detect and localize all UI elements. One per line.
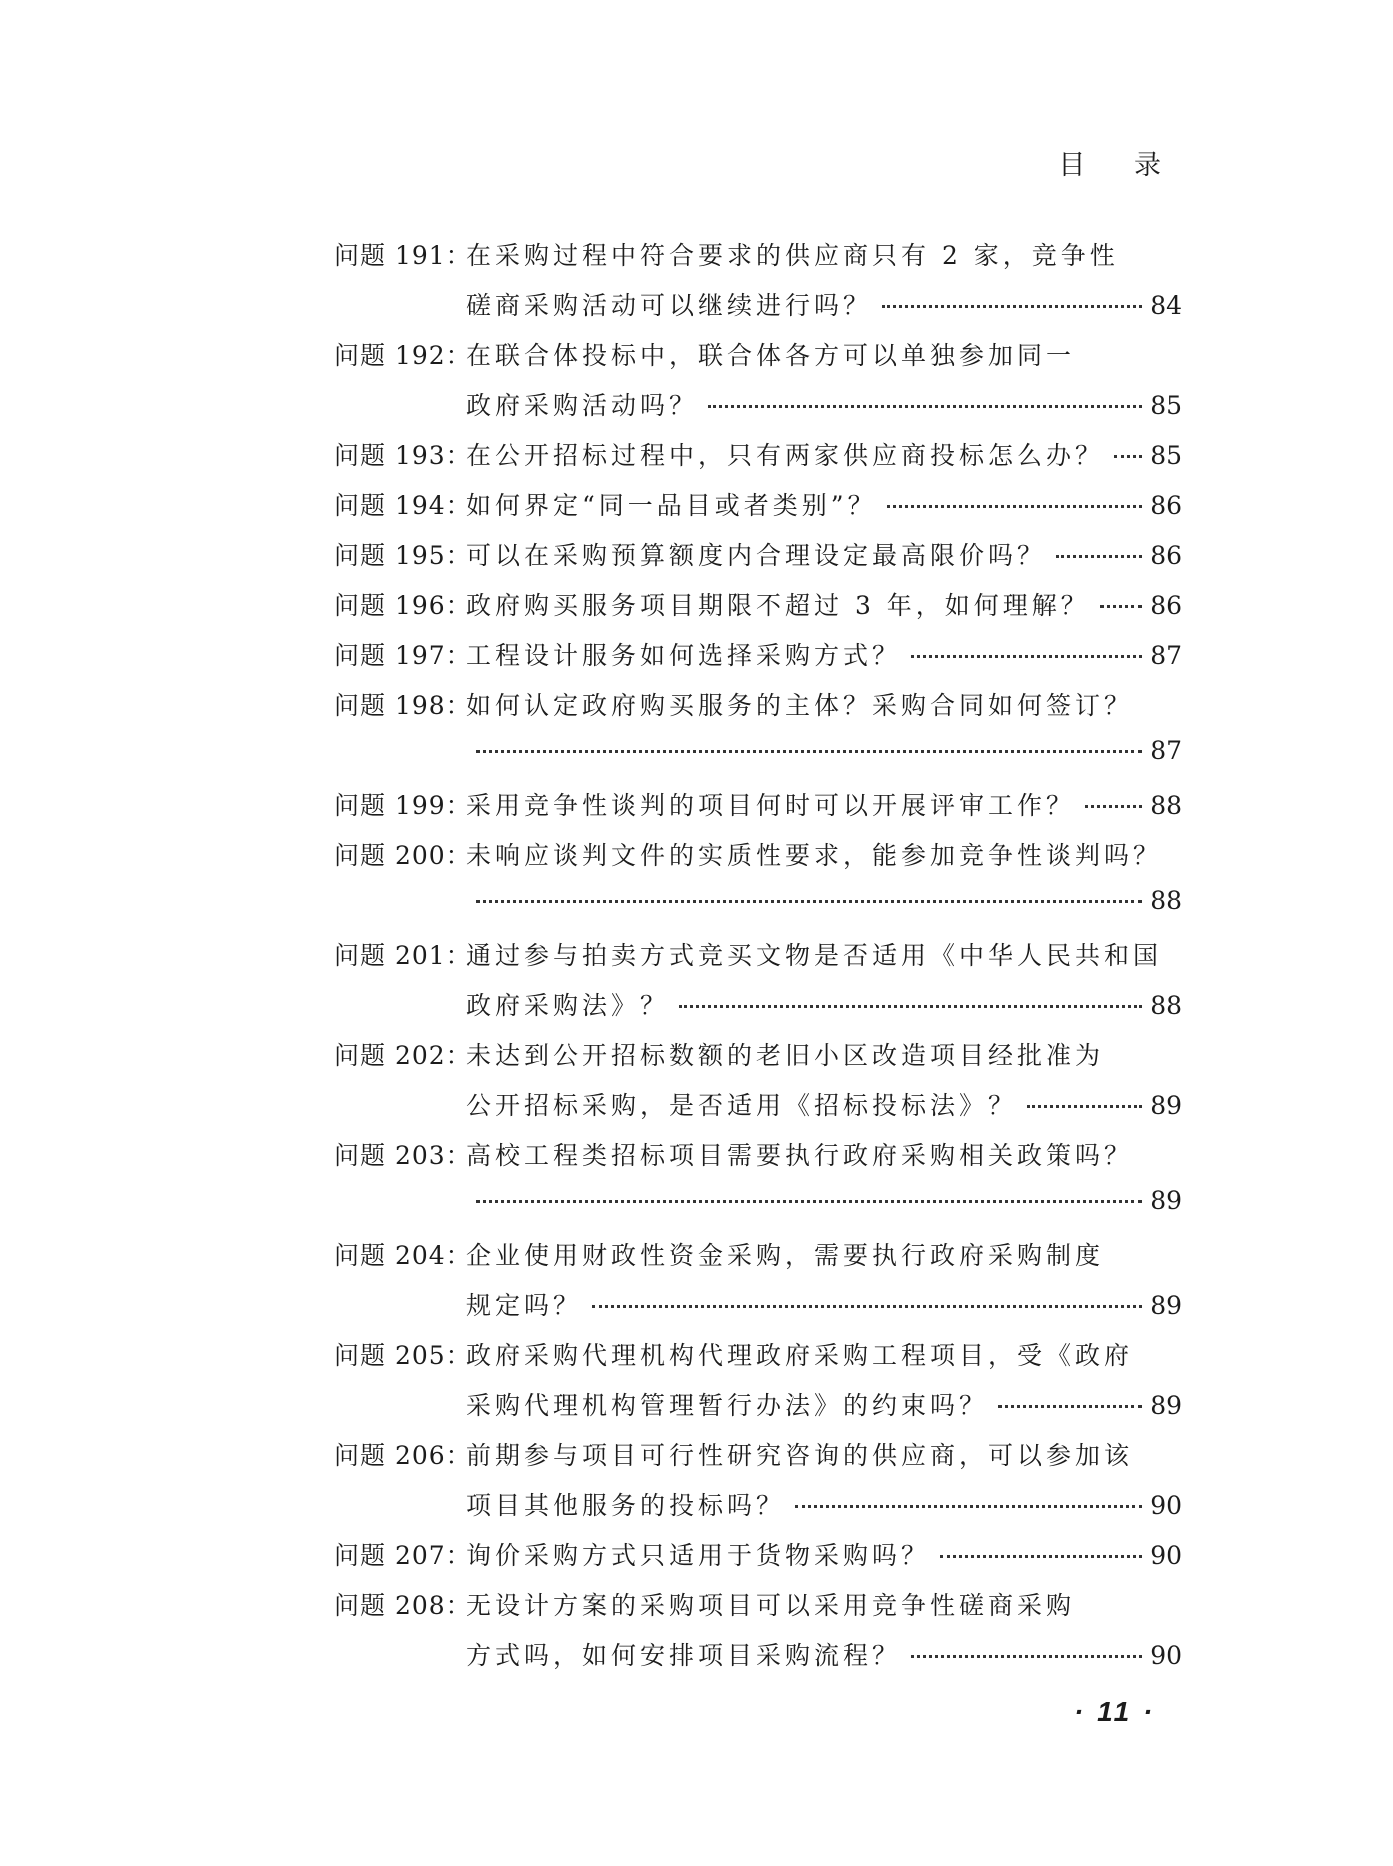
toc-entry-title: 政府采购活动吗？ <box>466 391 699 420</box>
toc-entry-title: 企业使用财政性资金采购，需要执行政府采购制度 <box>466 1241 1105 1270</box>
dot-leader <box>679 1005 1142 1008</box>
toc-entry-title: 如何界定“同一品目或者类别”？ <box>466 491 877 520</box>
toc-entry-line <box>334 1336 1182 1386</box>
toc-entry-line <box>334 486 1182 536</box>
toc-entry-line <box>334 836 1182 886</box>
toc-page-number: 86 <box>1150 591 1182 620</box>
dot-leader <box>911 1655 1142 1658</box>
toc-entry-title: 政府采购代理机构代理政府采购工程项目，受《政府 <box>466 1341 1134 1370</box>
dot-leader <box>476 900 1142 903</box>
toc-entry-label: 问题 201： <box>334 941 472 970</box>
toc-entry-label: 问题 204： <box>334 1241 472 1270</box>
toc-entry-line <box>334 286 1182 336</box>
toc-entry-label: 问题 200： <box>334 841 472 870</box>
toc-entry-line <box>334 736 1182 786</box>
toc-entry[interactable] <box>334 336 1182 436</box>
toc-entry-title: 政府购买服务项目期限不超过 3 年，如何理解？ <box>466 591 1090 620</box>
dot-leader <box>882 305 1142 308</box>
toc-entry-label: 问题 206： <box>334 1441 472 1470</box>
toc-entry-line <box>334 1486 1182 1536</box>
toc-entry-line <box>334 1586 1182 1636</box>
toc-entry-line <box>334 336 1182 386</box>
toc-page-number: 86 <box>1150 491 1182 520</box>
toc-page-number: 88 <box>1150 791 1182 820</box>
toc-entry-label: 问题 198： <box>334 691 472 720</box>
toc-entry-title: 公开招标采购，是否适用《招标投标法》？ <box>466 1091 1018 1120</box>
toc-entry-line <box>334 536 1182 586</box>
dot-leader <box>1085 805 1142 808</box>
toc-page-number: 89 <box>1150 1291 1182 1320</box>
toc-entry-title: 未响应谈判文件的实质性要求，能参加竞争性谈判吗？ <box>466 841 1163 870</box>
page-number: · 11 · <box>1074 1696 1156 1727</box>
toc-entry[interactable] <box>334 1236 1182 1336</box>
toc-entry-label: 问题 192： <box>334 341 472 370</box>
dot-leader <box>1100 605 1142 608</box>
dot-leader <box>940 1555 1142 1558</box>
toc-entry-title: 在联合体投标中，联合体各方可以单独参加同一 <box>466 341 1076 370</box>
toc-entry-line <box>334 636 1182 686</box>
toc-entry-label: 问题 199： <box>334 791 472 820</box>
dot-leader <box>1056 555 1142 558</box>
toc-entry-title: 规定吗？ <box>466 1291 583 1320</box>
toc-entry-title: 无设计方案的采购项目可以采用竞争性磋商采购 <box>466 1591 1076 1620</box>
toc-entry-label: 问题 194： <box>334 491 472 520</box>
toc-entry[interactable] <box>334 636 1182 686</box>
dot-leader <box>592 1305 1142 1308</box>
toc-entry-label: 问题 197： <box>334 641 472 670</box>
toc-entry-label: 问题 195： <box>334 541 472 570</box>
toc-page-number: 89 <box>1150 1186 1182 1215</box>
dot-leader <box>911 655 1142 658</box>
toc-entry-line <box>334 436 1182 486</box>
toc-entry[interactable] <box>334 586 1182 636</box>
toc-entry-line <box>334 386 1182 436</box>
toc-entry-title: 可以在采购预算额度内合理设定最高限价吗？ <box>466 541 1047 570</box>
toc-entry-title: 采用竞争性谈判的项目何时可以开展评审工作？ <box>466 791 1076 820</box>
toc-entry-line <box>334 1286 1182 1336</box>
toc-entry-line <box>334 586 1182 636</box>
toc-entry-label: 问题 193： <box>334 441 472 470</box>
dot-leader <box>1114 455 1142 458</box>
toc-page-number: 89 <box>1150 1091 1182 1120</box>
toc-page-number: 85 <box>1150 441 1182 470</box>
toc-page-number: 90 <box>1150 1491 1182 1520</box>
toc-page-number: 87 <box>1150 641 1182 670</box>
toc-entry-title: 工程设计服务如何选择采购方式？ <box>466 641 902 670</box>
running-header: 目 录 <box>1058 150 1181 181</box>
toc-page-number: 90 <box>1150 1541 1182 1570</box>
toc-entry-line <box>334 936 1182 986</box>
toc-entry-label: 问题 202： <box>334 1041 472 1070</box>
dot-leader <box>708 405 1142 408</box>
toc-entry-title: 政府采购法》？ <box>466 991 670 1020</box>
toc-entry-label: 问题 196： <box>334 591 472 620</box>
toc-entry-label: 问题 208： <box>334 1591 472 1620</box>
toc-entry[interactable] <box>334 1586 1182 1686</box>
toc-entry-title: 通过参与拍卖方式竞买文物是否适用《中华人民共和国 <box>466 941 1163 970</box>
toc-entry[interactable] <box>334 786 1182 836</box>
toc-entry-title: 高校工程类招标项目需要执行政府采购相关政策吗？ <box>466 1141 1134 1170</box>
toc-entry-line <box>334 1436 1182 1486</box>
toc-entry-title: 方式吗，如何安排项目采购流程？ <box>466 1641 902 1670</box>
toc-entry-line <box>334 236 1182 286</box>
dot-leader <box>998 1405 1142 1408</box>
toc-entry[interactable] <box>334 486 1182 536</box>
toc-page-number: 85 <box>1150 391 1182 420</box>
toc-entry-line <box>334 1636 1182 1686</box>
toc-entry[interactable] <box>334 686 1182 786</box>
toc-page-number: 86 <box>1150 541 1182 570</box>
toc-entry-line <box>334 886 1182 936</box>
dot-leader <box>887 505 1142 508</box>
toc-entry[interactable] <box>334 1536 1182 1586</box>
toc-entry-line <box>334 986 1182 1036</box>
toc-entry-title: 前期参与项目可行性研究咨询的供应商，可以参加该 <box>466 1441 1134 1470</box>
toc-entry-title: 询价采购方式只适用于货物采购吗？ <box>466 1541 931 1570</box>
toc-entry-line <box>334 1536 1182 1586</box>
toc-entry[interactable] <box>334 436 1182 486</box>
toc-entry-line <box>334 1386 1182 1436</box>
toc-entry[interactable] <box>334 1136 1182 1236</box>
toc-entry-title: 在公开招标过程中，只有两家供应商投标怎么办？ <box>466 441 1105 470</box>
toc-page-number: 87 <box>1150 736 1182 765</box>
toc-entry[interactable] <box>334 236 1182 336</box>
toc-entry-title: 在采购过程中符合要求的供应商只有 2 家，竞争性 <box>466 241 1119 270</box>
toc-entry[interactable] <box>334 936 1182 1036</box>
toc-entry-line <box>334 1036 1182 1086</box>
toc-entry-label: 问题 203： <box>334 1141 472 1170</box>
dot-leader <box>1027 1105 1142 1108</box>
toc-page-number: 89 <box>1150 1391 1182 1420</box>
toc-entry[interactable] <box>334 536 1182 586</box>
dot-leader <box>476 750 1142 753</box>
toc-entry-label: 问题 205： <box>334 1341 472 1370</box>
table-of-contents <box>334 236 1182 1686</box>
toc-entry-line <box>334 686 1182 736</box>
toc-entry-line <box>334 1186 1182 1236</box>
dot-leader <box>476 1200 1142 1203</box>
toc-entry-title: 未达到公开招标数额的老旧小区改造项目经批准为 <box>466 1041 1105 1070</box>
toc-entry-title: 如何认定政府购买服务的主体？采购合同如何签订？ <box>466 691 1134 720</box>
toc-entry[interactable] <box>334 836 1182 936</box>
toc-entry-title: 项目其他服务的投标吗？ <box>466 1491 786 1520</box>
dot-leader <box>795 1505 1142 1508</box>
toc-entry-label: 问题 207： <box>334 1541 472 1570</box>
toc-page-number: 84 <box>1150 291 1182 320</box>
toc-page-number: 90 <box>1150 1641 1182 1670</box>
toc-entry-line <box>334 1086 1182 1136</box>
toc-entry-line <box>334 1236 1182 1286</box>
toc-entry-line <box>334 786 1182 836</box>
toc-entry[interactable] <box>334 1336 1182 1436</box>
toc-entry-title: 磋商采购活动可以继续进行吗？ <box>466 291 873 320</box>
toc-page-number: 88 <box>1150 991 1182 1020</box>
toc-entry-line <box>334 1136 1182 1186</box>
toc-entry-title: 采购代理机构管理暂行办法》的约束吗？ <box>466 1391 989 1420</box>
toc-page-number: 88 <box>1150 886 1182 915</box>
toc-entry-label: 问题 191： <box>334 241 472 270</box>
toc-entry[interactable] <box>334 1436 1182 1536</box>
toc-entry[interactable] <box>334 1036 1182 1136</box>
